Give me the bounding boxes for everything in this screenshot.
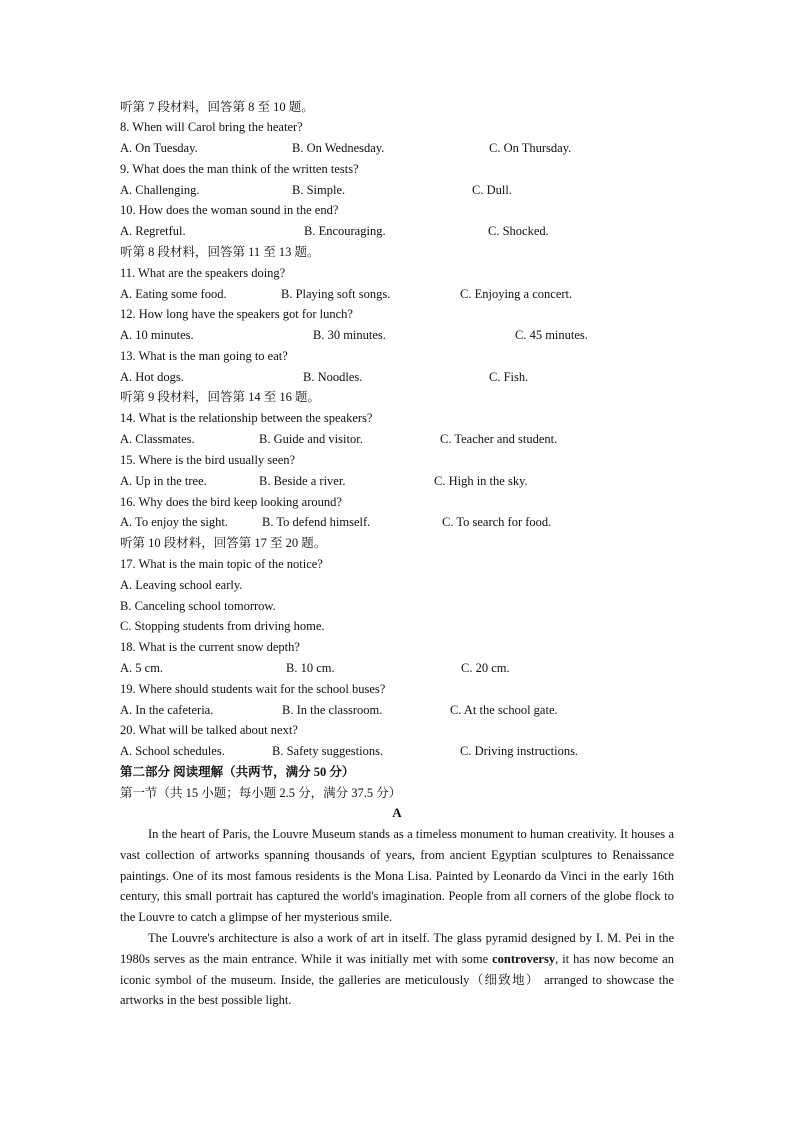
option-b: B. Canceling school tomorrow. — [120, 599, 276, 613]
question-13: 13. What is the man going to eat? — [120, 349, 288, 363]
option-c: C. Fish. — [489, 370, 529, 384]
option-a: A. Eating some food. — [120, 287, 227, 301]
section-heading: 听第 10 段材料，回答第 17 至 20 题。 — [120, 536, 327, 550]
passage-paragraph-1: In the heart of Paris, the Louvre Museum stands as a timeless monument to human creativity. It houses a vast collection of artworks spanning thousands of years, from ancient Egyptian sculptures to Renaissance paintings. One of its most famous residents is the Mona Lisa. Painted by Leonardo da Vinci in the early 16th century, this small portrait has captured the world's imagination. People from all corners of the globe flock to the Louvre to catch a glimpse of her mysterious smile. — [120, 827, 674, 925]
option-a: A. 5 cm. — [120, 661, 164, 675]
question-9: 9. What does the man think of the written tests? — [120, 162, 359, 176]
section1-instructions: 第一节（共 15 小题；每小题 2.5 分，满分 37.5 分） — [120, 786, 402, 800]
question-17: 17. What is the main topic of the notice? — [120, 557, 323, 571]
question-11: 11. What are the speakers doing? — [120, 266, 286, 280]
option-c: C. Stopping students from driving home. — [120, 619, 325, 633]
option-a: A. To enjoy the sight. — [120, 515, 228, 529]
option-c: C. Shocked. — [488, 224, 549, 238]
option-a: A. On Tuesday. — [120, 141, 198, 155]
option-a: A. Challenging. — [120, 183, 200, 197]
part2-title: 第二部分 阅读理解（共两节，满分 50 分） — [120, 765, 355, 779]
option-c: C. 20 cm. — [461, 661, 510, 675]
paragraph-text: The Louvre's architecture is also a work of art in itself. The glass pyramid designed by I. M. Pei in the 1980s serves as the main entrance. While it was initially met with some — [120, 931, 674, 966]
question-14: 14. What is the relationship between the speakers? — [120, 411, 373, 425]
option-b: B. Guide and visitor. — [259, 432, 363, 446]
question-12: 12. How long have the speakers got for lunch? — [120, 307, 353, 321]
passage-label: A — [392, 805, 402, 820]
bold-word: controversy — [492, 951, 556, 966]
option-a: A. 10 minutes. — [120, 328, 194, 342]
section-heading: 听第 8 段材料，回答第 11 至 13 题。 — [120, 245, 320, 259]
section-heading: 听第 7 段材料，回答第 8 至 10 题。 — [120, 100, 314, 114]
question-15: 15. Where is the bird usually seen? — [120, 453, 296, 467]
option-b: B. Simple. — [292, 183, 346, 197]
option-a: A. Leaving school early. — [120, 578, 243, 592]
option-b: B. In the classroom. — [282, 703, 383, 717]
option-b: B. Encouraging. — [304, 224, 386, 238]
option-b: B. On Wednesday. — [292, 141, 385, 155]
section-heading: 听第 9 段材料，回答第 14 至 16 题。 — [120, 390, 321, 404]
option-a: A. Hot dogs. — [120, 370, 184, 384]
option-c: C. On Thursday. — [489, 141, 572, 155]
option-a: A. School schedules. — [120, 744, 225, 758]
question-10: 10. How does the woman sound in the end? — [120, 203, 339, 217]
question-16: 16. Why does the bird keep looking around? — [120, 495, 342, 509]
option-c: C. Dull. — [472, 183, 512, 197]
option-a: A. Classmates. — [120, 432, 195, 446]
question-20: 20. What will be talked about next? — [120, 723, 298, 737]
paragraph-text: , it has now become an iconic symbol of the museum. Inside, the galleries are meticulously（细致地） arranged to showcase the artworks in the best possible light. — [120, 951, 674, 1008]
question-19: 19. Where should students wait for the school buses? — [120, 682, 386, 696]
option-c: C. 45 minutes. — [515, 328, 588, 342]
option-c: C. Enjoying a concert. — [460, 287, 573, 301]
option-a: A. Regretful. — [120, 224, 186, 238]
option-b: B. Safety suggestions. — [272, 744, 384, 758]
option-b: B. 10 cm. — [286, 661, 335, 675]
option-b: B. Noodles. — [303, 370, 363, 384]
option-a: A. In the cafeteria. — [120, 703, 214, 717]
option-c: C. To search for food. — [442, 515, 552, 529]
option-c: C. At the school gate. — [450, 703, 558, 717]
option-b: B. 30 minutes. — [313, 328, 386, 342]
option-c: C. Driving instructions. — [460, 744, 579, 758]
option-c: C. Teacher and student. — [440, 432, 558, 446]
option-a: A. Up in the tree. — [120, 474, 207, 488]
question-8: 8. When will Carol bring the heater? — [120, 120, 303, 134]
option-c: C. High in the sky. — [434, 474, 528, 488]
option-b: B. Playing soft songs. — [281, 287, 391, 301]
option-b: B. Beside a river. — [259, 474, 346, 488]
option-b: B. To defend himself. — [262, 515, 371, 529]
question-18: 18. What is the current snow depth? — [120, 640, 300, 654]
passage-paragraph-2 — [120, 928, 674, 1011]
